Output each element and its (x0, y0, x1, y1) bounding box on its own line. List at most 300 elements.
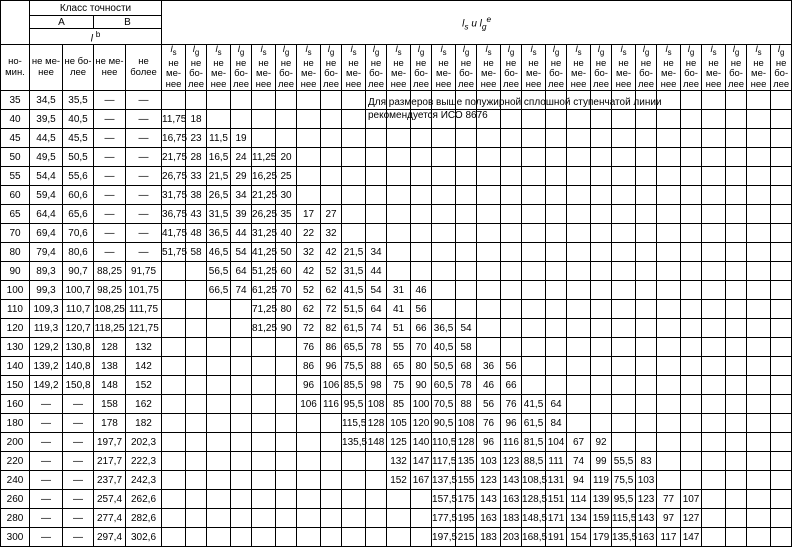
value-cell: 103 (477, 452, 501, 471)
value-cell: 56 (477, 395, 501, 414)
value-cell: 108 (456, 414, 477, 433)
value-cell: 115,5 (612, 509, 636, 528)
nominal-header: но-мин. (1, 45, 30, 91)
nominal-length-cell: 120 (1, 319, 30, 338)
value-cell: 75,5 (342, 357, 366, 376)
value-cell: 46 (477, 376, 501, 395)
value-cell: 40 (276, 224, 297, 243)
value-cell: 71,25 (252, 300, 276, 319)
value-cell: 100,7 (63, 281, 94, 300)
ls-column-header: $l_s$ не ме- нее (342, 45, 366, 91)
value-cell: 74 (231, 281, 252, 300)
value-cell: 55,6 (63, 167, 94, 186)
ls-column-header: $l_s$ не ме- нее (207, 45, 231, 91)
value-cell (771, 91, 792, 110)
value-cell: 58 (456, 338, 477, 357)
value-cell: 35 (276, 205, 297, 224)
value-cell (702, 509, 726, 528)
value-cell: — (126, 91, 162, 110)
value-cell: 106 (321, 376, 342, 395)
nominal-length-cell: 60 (1, 186, 30, 205)
ls-column-header: $l_s$ не ме- нее (567, 45, 591, 91)
value-cell: 72 (297, 319, 321, 338)
value-cell: 147 (411, 452, 432, 471)
lg-column-header: $l_g$ не бо- лее (546, 45, 567, 91)
value-cell: 46,5 (207, 243, 231, 262)
value-cell: 120 (411, 414, 432, 433)
value-cell: 132 (387, 452, 411, 471)
value-cell: 65,5 (342, 338, 366, 357)
value-cell: 140 (411, 433, 432, 452)
ls-column-header: $l_s$ не ме- нее (522, 45, 546, 91)
value-cell: 123 (501, 452, 522, 471)
value-cell: 64 (366, 300, 387, 319)
value-cell: 50,5 (63, 148, 94, 167)
value-cell: 197,7 (94, 433, 126, 452)
value-cell: 77 (657, 490, 681, 509)
value-cell: 67 (567, 433, 591, 452)
value-cell: 66 (501, 376, 522, 395)
value-cell: — (126, 205, 162, 224)
lg-column-header: $l_g$ не бо- лее (726, 45, 747, 91)
value-cell: 66,5 (207, 281, 231, 300)
value-cell: 129,2 (30, 338, 63, 357)
ls-column-header: $l_s$ не ме- нее (612, 45, 636, 91)
value-cell (771, 281, 792, 300)
value-cell (771, 129, 792, 148)
value-cell: 94 (567, 471, 591, 490)
value-cell (276, 528, 297, 547)
ls-column-header: $l_s$ не ме- нее (252, 45, 276, 91)
value-cell (231, 528, 252, 547)
value-cell: 34 (231, 186, 252, 205)
value-cell (297, 509, 321, 528)
value-cell: — (126, 186, 162, 205)
value-cell: 41 (387, 300, 411, 319)
value-cell: 130,8 (63, 338, 94, 357)
value-cell: 55,5 (612, 452, 636, 471)
value-cell: 36,5 (207, 224, 231, 243)
value-cell (771, 224, 792, 243)
ls-column-header: $l_s$ не ме- нее (657, 45, 681, 91)
value-cell (321, 528, 342, 547)
value-cell: 92 (591, 433, 612, 452)
value-cell (207, 528, 231, 547)
lg-column-header: $l_g$ не бо- лее (366, 45, 387, 91)
value-cell: 217,7 (94, 452, 126, 471)
value-cell: 62 (321, 281, 342, 300)
value-cell (411, 509, 432, 528)
value-cell: 96 (321, 357, 342, 376)
value-cell: 168,5 (522, 528, 546, 547)
value-cell (771, 490, 792, 509)
value-cell (342, 509, 366, 528)
value-cell: 61,5 (342, 319, 366, 338)
value-cell: 79,4 (30, 243, 63, 262)
value-cell: 117 (657, 528, 681, 547)
value-cell (276, 509, 297, 528)
value-cell (186, 509, 207, 528)
value-cell: 257,4 (94, 490, 126, 509)
value-cell: 50 (276, 243, 297, 262)
value-cell: — (94, 91, 126, 110)
value-cell: 56 (501, 357, 522, 376)
nominal-length-cell: 110 (1, 300, 30, 319)
value-cell: 142 (126, 357, 162, 376)
value-cell (702, 528, 726, 547)
iso-8676-note: Для размеров выше полужирной сплошной ступенчатой линии рекомендуется ИСО 8676 (368, 97, 662, 121)
value-cell: 83 (636, 452, 657, 471)
value-cell: 21,75 (162, 148, 186, 167)
value-cell: 182 (126, 414, 162, 433)
value-cell: 70 (411, 338, 432, 357)
value-cell: — (30, 471, 63, 490)
lg-column-header: $l_g$ не бо- лее (186, 45, 207, 91)
value-cell: 78 (366, 338, 387, 357)
value-cell: 282,6 (126, 509, 162, 528)
value-cell: — (94, 110, 126, 129)
value-cell: 117,5 (432, 452, 456, 471)
value-cell (771, 509, 792, 528)
value-cell: 42 (297, 262, 321, 281)
value-cell: 143 (477, 490, 501, 509)
value-cell: 134 (567, 509, 591, 528)
value-cell: — (63, 528, 94, 547)
value-cell: 119,3 (30, 319, 63, 338)
value-cell: 162 (126, 395, 162, 414)
value-cell: 32 (321, 224, 342, 243)
lg-column-header: $l_g$ не бо- лее (636, 45, 657, 91)
lg-column-header: $l_g$ не бо- лее (501, 45, 522, 91)
value-cell: 85,5 (342, 376, 366, 395)
value-cell: 39,5 (30, 110, 63, 129)
value-cell: 45,5 (63, 129, 94, 148)
value-cell: — (30, 395, 63, 414)
class-b-header: В (94, 16, 162, 29)
value-cell: 140,8 (63, 357, 94, 376)
value-cell: 86 (297, 357, 321, 376)
b-max-header: не более (126, 45, 162, 91)
value-cell: — (30, 452, 63, 471)
value-cell (771, 528, 792, 547)
value-cell: — (94, 243, 126, 262)
value-cell (771, 186, 792, 205)
nominal-length-cell: 260 (1, 490, 30, 509)
value-cell: 128 (94, 338, 126, 357)
value-cell: 85 (387, 395, 411, 414)
value-cell: 90 (276, 319, 297, 338)
value-cell: 151 (546, 490, 567, 509)
value-cell: 19 (231, 129, 252, 148)
value-cell: 70 (276, 281, 297, 300)
value-cell: 78 (456, 376, 477, 395)
value-cell: 237,7 (94, 471, 126, 490)
value-cell: 36 (477, 357, 501, 376)
value-cell: 139 (591, 490, 612, 509)
nominal-length-cell: 50 (1, 148, 30, 167)
value-cell: — (63, 395, 94, 414)
value-cell: 65,6 (63, 205, 94, 224)
value-cell (162, 528, 186, 547)
value-cell: 155 (456, 471, 477, 490)
value-cell (726, 528, 747, 547)
nominal-length-cell: 45 (1, 129, 30, 148)
value-cell (771, 395, 792, 414)
value-cell (771, 433, 792, 452)
value-cell (771, 167, 792, 186)
value-cell: 302,6 (126, 528, 162, 547)
value-cell: — (63, 452, 94, 471)
nominal-length-cell: 280 (1, 509, 30, 528)
value-cell: 17 (297, 205, 321, 224)
table-row (1, 509, 792, 528)
nominal-length-cell: 160 (1, 395, 30, 414)
value-cell (726, 509, 747, 528)
value-cell: 41,75 (162, 224, 186, 243)
value-cell: 88 (366, 357, 387, 376)
value-cell: 150,8 (63, 376, 94, 395)
a-max-header: не бо-лее (63, 45, 94, 91)
value-cell: 80,6 (63, 243, 94, 262)
value-cell: 105 (387, 414, 411, 433)
value-cell (771, 338, 792, 357)
value-cell: 179 (591, 528, 612, 547)
ls-column-header: $l_s$ не ме- нее (747, 45, 771, 91)
value-cell: 95,5 (342, 395, 366, 414)
value-cell: 152 (387, 471, 411, 490)
value-cell: 70,6 (63, 224, 94, 243)
value-cell: 108,5 (522, 471, 546, 490)
value-cell: 128 (366, 414, 387, 433)
value-cell (366, 528, 387, 547)
value-cell: 297,4 (94, 528, 126, 547)
value-cell: 167 (411, 471, 432, 490)
value-cell (387, 509, 411, 528)
value-cell: 54,4 (30, 167, 63, 186)
value-cell: 157,5 (432, 490, 456, 509)
value-cell: 62 (297, 300, 321, 319)
value-cell: 215 (456, 528, 477, 547)
value-cell (747, 509, 771, 528)
value-cell: 128,5 (522, 490, 546, 509)
value-cell: 31,5 (342, 262, 366, 281)
value-cell: 88,25 (94, 262, 126, 281)
value-cell: 116 (501, 433, 522, 452)
value-cell: 95,5 (612, 490, 636, 509)
value-cell (411, 528, 432, 547)
value-cell: 90,7 (63, 262, 94, 281)
nominal-length-cell: 150 (1, 376, 30, 395)
value-cell: 74 (567, 452, 591, 471)
value-cell: 31,5 (207, 205, 231, 224)
value-cell: 135 (456, 452, 477, 471)
value-cell: 139,2 (30, 357, 63, 376)
nominal-length-cell: 200 (1, 433, 30, 452)
value-cell: 61,5 (522, 414, 546, 433)
value-cell: 104 (546, 433, 567, 452)
value-cell: 262,6 (126, 490, 162, 509)
ls-lg-header: $l_s$ и $l_g^e$ (162, 1, 792, 45)
value-cell: 131 (546, 471, 567, 490)
value-cell: 81,5 (522, 433, 546, 452)
value-cell: 135,5 (612, 528, 636, 547)
value-cell: 46 (411, 281, 432, 300)
value-cell: 54 (366, 281, 387, 300)
value-cell (771, 300, 792, 319)
value-cell: 21,5 (207, 167, 231, 186)
value-cell: 32 (297, 243, 321, 262)
value-cell: 11,25 (252, 148, 276, 167)
value-cell: 34,5 (30, 91, 63, 110)
value-cell: 35,5 (63, 91, 94, 110)
value-cell: 171 (546, 509, 567, 528)
nominal-length-cell: 65 (1, 205, 30, 224)
value-cell: 197,5 (432, 528, 456, 547)
value-cell: — (126, 110, 162, 129)
ls-column-header: $l_s$ не ме- нее (702, 45, 726, 91)
value-cell: 26,5 (207, 186, 231, 205)
value-cell: 191 (546, 528, 567, 547)
value-cell: 91,75 (126, 262, 162, 281)
value-cell: 74 (366, 319, 387, 338)
value-cell: 163 (477, 509, 501, 528)
value-cell (771, 205, 792, 224)
value-cell: 119 (591, 471, 612, 490)
value-cell: — (30, 414, 63, 433)
value-cell: 108 (366, 395, 387, 414)
value-cell: 88,5 (522, 452, 546, 471)
value-cell: 108,25 (94, 300, 126, 319)
value-cell: 178 (94, 414, 126, 433)
nominal-length-cell: 140 (1, 357, 30, 376)
nominal-length-cell: 300 (1, 528, 30, 547)
value-cell: 33 (186, 167, 207, 186)
value-cell: 16,25 (252, 167, 276, 186)
value-cell: — (63, 414, 94, 433)
nominal-length-cell: 100 (1, 281, 30, 300)
class-a-header: А (30, 16, 94, 29)
value-cell: 159 (591, 509, 612, 528)
value-cell (771, 471, 792, 490)
value-cell (342, 528, 366, 547)
value-cell: 195 (456, 509, 477, 528)
value-cell: 132 (126, 338, 162, 357)
ls-column-header: $l_s$ не ме- нее (477, 45, 501, 91)
value-cell: 34 (366, 243, 387, 262)
value-cell: — (63, 471, 94, 490)
value-cell: 31 (387, 281, 411, 300)
nominal-length-cell: 130 (1, 338, 30, 357)
value-cell: 148 (366, 433, 387, 452)
value-cell: 72 (321, 300, 342, 319)
value-cell: 82 (321, 319, 342, 338)
value-cell (747, 528, 771, 547)
value-cell: 26,75 (162, 167, 186, 186)
value-cell: 114 (567, 490, 591, 509)
value-cell: 56 (411, 300, 432, 319)
value-cell: 100 (411, 395, 432, 414)
value-cell (771, 148, 792, 167)
value-cell: 49,5 (30, 148, 63, 167)
value-cell: 98 (366, 376, 387, 395)
value-cell (207, 509, 231, 528)
value-cell: 143 (501, 471, 522, 490)
value-cell: — (126, 243, 162, 262)
value-cell: 70,5 (432, 395, 456, 414)
value-cell: 121,75 (126, 319, 162, 338)
ls-column-header: $l_s$ не ме- нее (162, 45, 186, 91)
value-cell: 64 (231, 262, 252, 281)
value-cell: 66 (411, 319, 432, 338)
value-cell: 84 (546, 414, 567, 433)
value-cell: 54 (456, 319, 477, 338)
value-cell: 242,3 (126, 471, 162, 490)
value-cell: 16,75 (162, 129, 186, 148)
value-cell: 154 (567, 528, 591, 547)
value-cell: 75,5 (612, 471, 636, 490)
value-cell: 40,5 (432, 338, 456, 357)
value-cell: — (63, 509, 94, 528)
value-cell: 60,5 (432, 376, 456, 395)
value-cell: 21,25 (252, 186, 276, 205)
value-cell: 55 (387, 338, 411, 357)
value-cell: 44 (366, 262, 387, 281)
value-cell (321, 509, 342, 528)
value-cell (252, 528, 276, 547)
value-cell: 22 (297, 224, 321, 243)
value-cell: — (63, 433, 94, 452)
accuracy-class-header: Класс точности (30, 1, 162, 16)
lg-column-header: $l_g$ не бо- лее (321, 45, 342, 91)
value-cell: 81,25 (252, 319, 276, 338)
value-cell (297, 528, 321, 547)
value-cell: 65 (387, 357, 411, 376)
lg-column-header: $l_g$ не бо- лее (231, 45, 252, 91)
value-cell: 76 (501, 395, 522, 414)
value-cell: 177,5 (432, 509, 456, 528)
value-cell: 115,5 (342, 414, 366, 433)
value-cell: 163 (636, 528, 657, 547)
value-cell: 51,25 (252, 262, 276, 281)
value-cell: 51,75 (162, 243, 186, 262)
value-cell: 116 (321, 395, 342, 414)
value-cell: 103 (636, 471, 657, 490)
value-cell: 69,4 (30, 224, 63, 243)
value-cell: 127 (681, 509, 702, 528)
value-cell: 56,5 (207, 262, 231, 281)
value-cell: — (94, 205, 126, 224)
value-cell (366, 509, 387, 528)
value-cell: 158 (94, 395, 126, 414)
value-cell: — (126, 129, 162, 148)
value-cell: 28 (186, 148, 207, 167)
value-cell: 111 (546, 452, 567, 471)
value-cell: 39 (231, 205, 252, 224)
value-cell: 76 (297, 338, 321, 357)
value-cell: 143 (636, 509, 657, 528)
value-cell: 23 (186, 129, 207, 148)
value-cell: 99,3 (30, 281, 63, 300)
value-cell (771, 243, 792, 262)
nominal-length-cell: 55 (1, 167, 30, 186)
value-cell: 96 (297, 376, 321, 395)
ls-column-header: $l_s$ не ме- нее (432, 45, 456, 91)
value-cell: 30 (276, 186, 297, 205)
value-cell: 120,7 (63, 319, 94, 338)
value-cell: 88 (456, 395, 477, 414)
value-cell: 31,25 (252, 224, 276, 243)
table-row (1, 528, 792, 547)
